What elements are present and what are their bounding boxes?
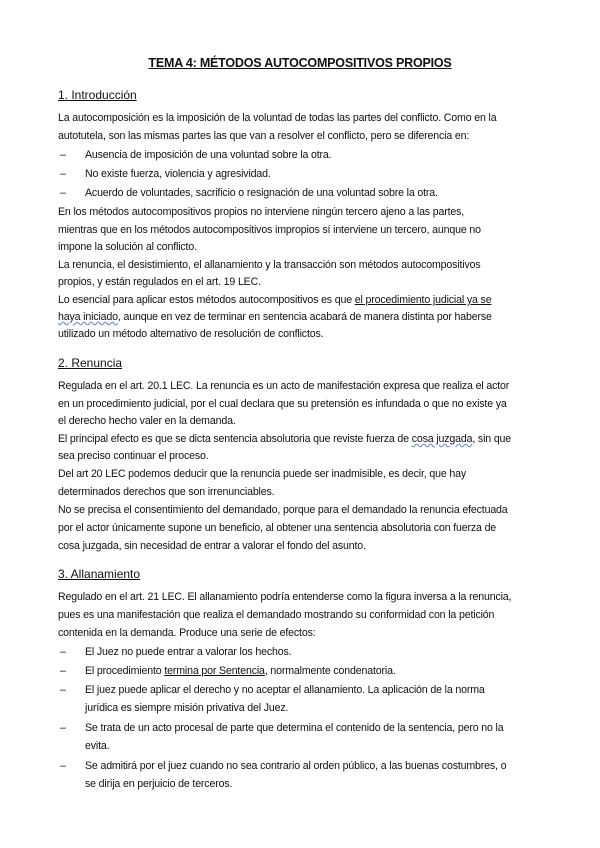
text-run: Lo esencial para aplicar estos métodos autocompositivos es que (58, 294, 355, 306)
bullet-dash: – (60, 760, 66, 772)
list-item: No existe fuerza, violencia y agresividad. (85, 168, 271, 180)
text-run: El principal efecto es que se dicta sentencia absolutoria que reviste fuerza de (58, 433, 412, 445)
paragraph-line: sea preciso continuar el proceso. (58, 450, 209, 462)
paragraph-line: cosa juzgada, sin necesidad de entrar a valorar el fondo del asunto. (58, 540, 366, 552)
paragraph-line: por el actor únicamente supone un beneficio, al obtener una sentencia absolutoria con fuerza de (58, 522, 497, 534)
paragraph-line: utilizado un método alternativo de resolución de conflictos. (58, 328, 324, 340)
list-item-continuation: jurídica es siempre misión privativa del Juez. (85, 702, 289, 714)
bullet-dash: – (60, 665, 66, 677)
list-item: Ausencia de imposición de una voluntad sobre la otra. (85, 149, 332, 161)
paragraph-line: La autocomposición es la imposición de la voluntad de todas las partes del conflicto. Como en la (58, 112, 497, 124)
list-item: Se trata de un acto procesal de parte que determina el contenido de la sentencia, pero no la (85, 722, 504, 734)
section-heading-allanamiento: 3. Allanamiento (58, 567, 141, 581)
bullet-dash: – (60, 722, 66, 734)
list-item: El juez puede aplicar el derecho y no aceptar el allanamiento. La aplicación de la norma (85, 684, 485, 696)
paragraph-line: contenida en la demanda. Produce una serie de efectos: (58, 627, 316, 639)
list-item-continuation: evita. (85, 740, 110, 752)
paragraph-line: Regulado en el art. 21 LEC. El allanamiento podría entenderse como la figura inversa a la renuncia, (58, 591, 512, 603)
paragraph-line: pues es una manifestación que realiza el demandado mostrando su conformidad con la petición (58, 609, 495, 621)
paragraph-line: en un procedimiento judicial, por el cual declara que su pretensión es infundada o que no existe ya (58, 398, 507, 410)
paragraph-line: Del art 20 LEC podemos deducir que la renuncia puede ser inadmisible, es decir, que hay (58, 468, 467, 480)
section-heading-renuncia: 2. Renuncia (58, 356, 123, 370)
paragraph-line: No se precisa el consentimiento del demandado, porque para el demandado la renuncia efectuada (58, 504, 508, 516)
paragraph-line: En los métodos autocompositivos propios no interviene ningún tercero ajeno a las partes, (58, 206, 465, 218)
underlined-text: haya iniciado (58, 311, 118, 323)
paragraph-line: determinados derechos que son irrenunciables. (58, 486, 275, 498)
section-heading-introduccion: 1. Introducción (58, 88, 137, 102)
bullet-dash: – (60, 646, 66, 658)
underlined-text: el procedimiento judicial ya se (354, 294, 492, 306)
underlined-text: termina por Sentencia (164, 665, 265, 677)
paragraph-line: el derecho hecho valer en la demanda. (58, 415, 236, 427)
list-item (85, 665, 396, 677)
paragraph-line: mientras que en los métodos autocompositivos impropios sí interviene un tercero, aunque no (58, 224, 481, 236)
list-item: Se admitirá por el juez cuando no sea contrario al orden público, a las buenas costumbres, o (85, 760, 507, 772)
paragraph-line (58, 294, 491, 306)
text-run: El procedimiento (85, 665, 165, 677)
list-item: El Juez no puede entrar a valorar los hechos. (85, 646, 292, 658)
paragraph-line: La renuncia, el desistimiento, el allanamiento y la transacción son métodos autocompositivos (58, 259, 481, 271)
list-item: Acuerdo de voluntades, sacrificio o resignación de una voluntad sobre la otra. (85, 187, 438, 199)
paragraph-line: autotutela, son las mismas partes las que van a resolver el conflicto, pero se diferencia en: (58, 130, 470, 142)
list-item-continuation: se dirija en perjuicio de terceros. (85, 778, 233, 790)
paragraph-line: impone la solución al conflicto. (58, 241, 197, 253)
text-run: , sin que (472, 433, 512, 445)
bullet-dash: – (60, 168, 66, 180)
paragraph-line: propios, y están regulados en el art. 19 LEC. (58, 276, 261, 288)
paragraph-line (58, 311, 492, 323)
text-run: , normalmente condenatoria. (264, 665, 396, 677)
text-run: , aunque en vez de terminar en sentencia acabará de manera distinta por haberse (117, 311, 492, 323)
bullet-dash: – (60, 149, 66, 161)
paragraph-line: Regulada en el art. 20.1 LEC. La renuncia es un acto de manifestación expresa que realiza el actor (58, 380, 510, 392)
underlined-text: cosa juzgada (411, 433, 473, 445)
bullet-dash: – (60, 684, 66, 696)
bullet-dash: – (60, 187, 66, 199)
page-title: TEMA 4: MÉTODOS AUTOCOMPOSITIVOS PROPIOS (148, 56, 452, 70)
paragraph-line (58, 433, 511, 445)
